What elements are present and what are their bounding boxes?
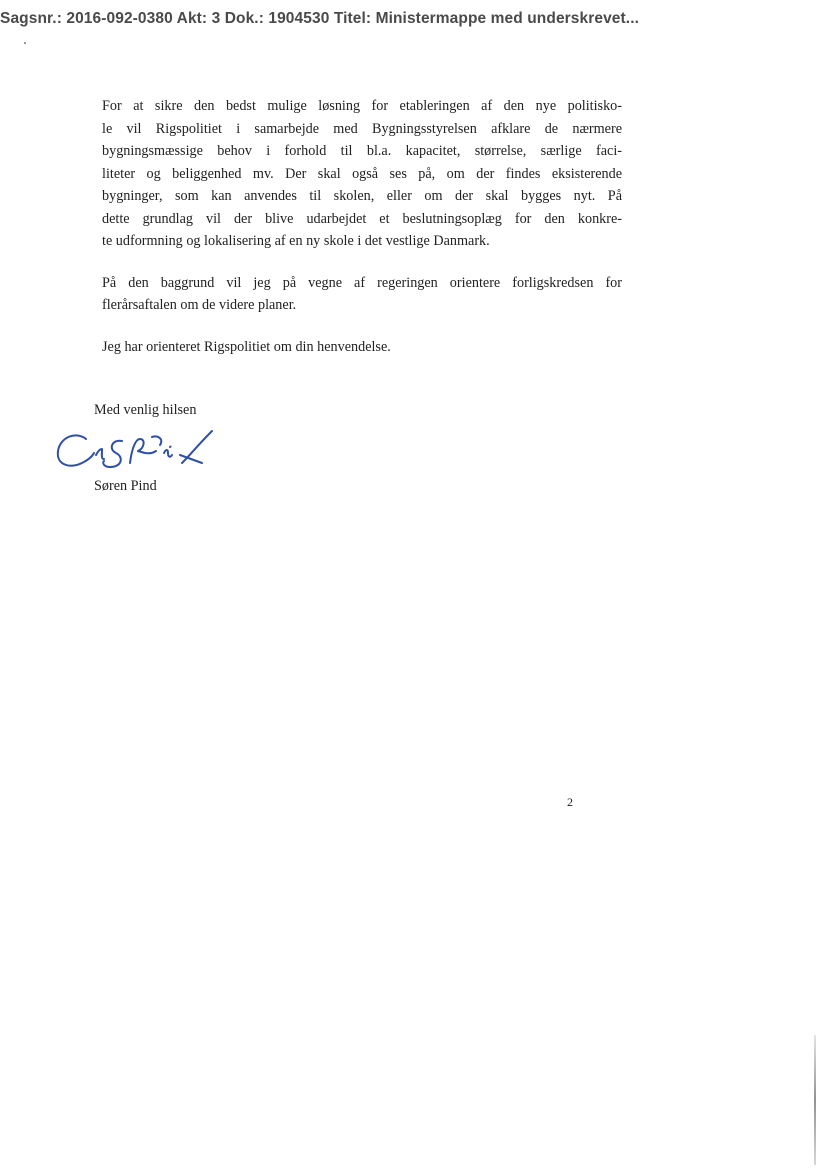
paragraph-line: flerårsaftalen om de videre planer.	[102, 297, 297, 313]
paragraph-line: le vil Rigspolitiet i samarbejde med Bygningsstyrelsen afklare de nærmere	[102, 120, 622, 137]
page-number: 2	[567, 795, 573, 809]
handwritten-signature	[52, 425, 222, 485]
signer-name: Søren Pind	[94, 478, 157, 494]
paragraph-2	[102, 272, 622, 317]
paragraph-line: bygningsmæssige behov i forhold til bl.a. kapacitet, størrelse, særlige faci-	[102, 143, 622, 159]
scan-edge-line	[814, 1035, 816, 1165]
paragraph-1	[102, 95, 622, 253]
document-header: Sagsnr.: 2016-092-0380 Akt: 3 Dok.: 1904530 Titel: Ministermappe med underskrevet...	[0, 10, 640, 27]
paragraph-3	[102, 336, 622, 359]
closing-salutation: Med venlig hilsen	[94, 402, 197, 418]
paragraph-line: dette grundlag vil der blive udarbejdet et beslutningsoplæg for den konkre-	[102, 210, 622, 227]
paragraph-line: te udformning og lokalisering af en ny skole i det vestlige Danmark.	[102, 233, 490, 249]
letter-body	[102, 95, 622, 377]
paragraph-line: For at sikre den bedst mulige løsning for etableringen af den nye politisko-	[102, 98, 622, 114]
paragraph-line: Jeg har orienteret Rigspolitiet om din henvendelse.	[102, 338, 391, 355]
paragraph-line: På den baggrund vil jeg på vegne af regeringen orientere forligskredsen for	[102, 274, 622, 291]
scan-speck	[24, 42, 26, 44]
paragraph-line: liteter og beliggenhed mv. Der skal også ses på, om der findes eksisterende	[102, 165, 622, 182]
paragraph-line: bygninger, som kan anvendes til skolen, eller om der skal bygges nyt. På	[102, 188, 622, 204]
